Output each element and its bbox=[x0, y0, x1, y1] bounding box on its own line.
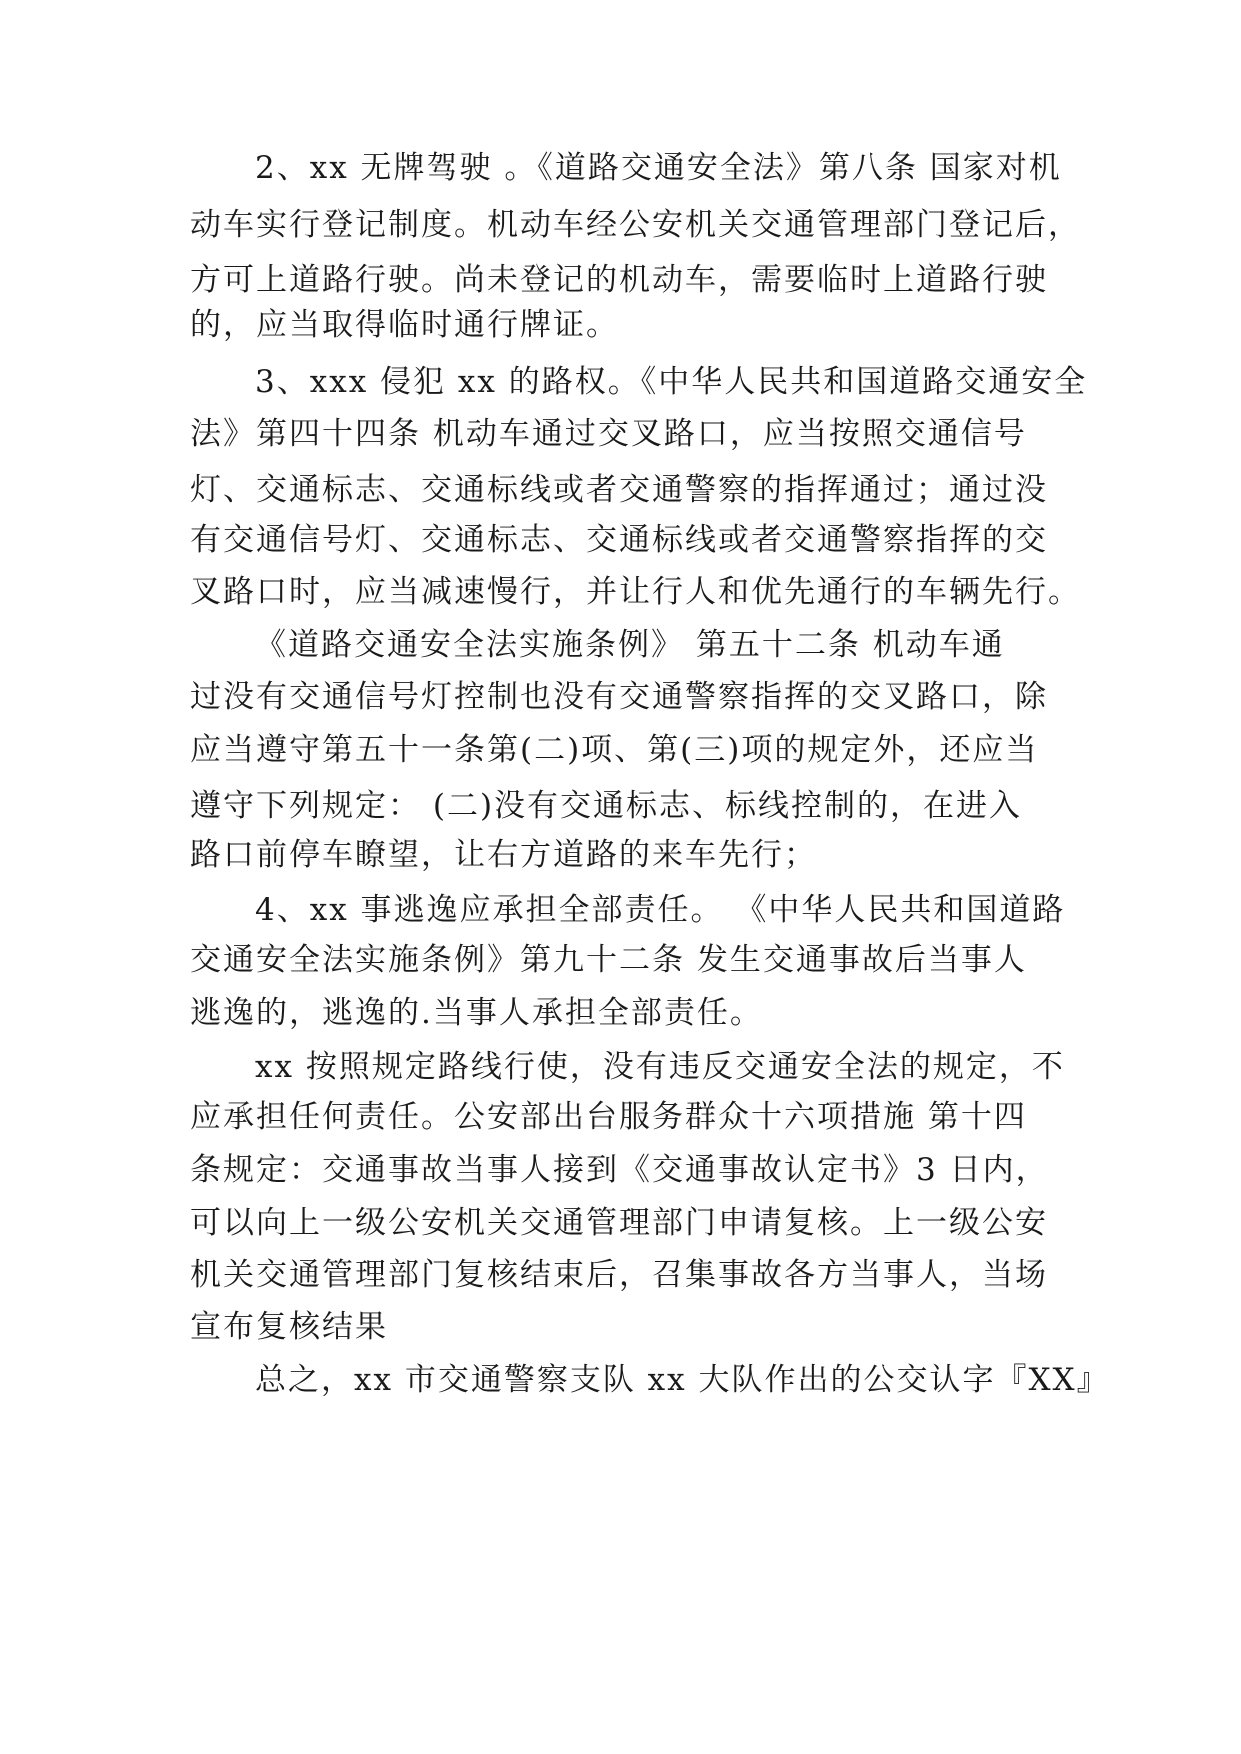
text-line: 的，应当取得临时通行牌证。 bbox=[190, 307, 619, 343]
text-line: 遵守下列规定： (二)没有交通标志、标线控制的，在进入 bbox=[190, 788, 1023, 824]
text-line: 可以向上一级公安机关交通管理部门申请复核。上一级公安 bbox=[190, 1205, 1048, 1241]
text-line: 总之，xx 市交通警察支队 xx 大队作出的公交认字『XX』 bbox=[255, 1362, 1110, 1398]
text-line: 动车实行登记制度。机动车经公安机关交通管理部门登记后， bbox=[190, 207, 1081, 243]
text-line: 条规定：交通事故当事人接到《交通事故认定书》3 日内， bbox=[190, 1152, 1049, 1188]
text-line: 4、xx 事逃逸应承担全部责任。 《中华人民共和国道路 bbox=[255, 892, 1066, 928]
text-line: 应承担任何责任。公安部出台服务群众十六项措施 第十四 bbox=[190, 1099, 1027, 1135]
text-line: 逃逸的，逃逸的.当事人承担全部责任。 bbox=[190, 995, 763, 1031]
text-line: 有交通信号灯、交通标志、交通标线或者交通警察指挥的交 bbox=[190, 522, 1048, 558]
text-line: 3、xxx 侵犯 xx 的路权。《中华人民共和国道路交通安全 bbox=[255, 364, 1088, 400]
text-line: 路口前停车瞭望，让右方道路的来车先行； bbox=[190, 837, 817, 873]
text-line: xx 按照规定路线行使，没有违反交通安全法的规定，不 bbox=[255, 1049, 1065, 1085]
text-line: 宣布复核结果 bbox=[190, 1309, 388, 1345]
text-line: 应当遵守第五十一条第(二)项、第(三)项的规定外，还应当 bbox=[190, 732, 1039, 768]
text-line: 过没有交通信号灯控制也没有交通警察指挥的交叉路口，除 bbox=[190, 679, 1048, 715]
text-line: 《道路交通安全法实施条例》 第五十二条 机动车通 bbox=[255, 627, 1005, 663]
text-line: 机关交通管理部门复核结束后，召集事故各方当事人，当场 bbox=[190, 1257, 1048, 1293]
text-line: 灯、交通标志、交通标线或者交通警察的指挥通过；通过没 bbox=[190, 472, 1048, 508]
text-line: 2、xx 无牌驾驶 。《道路交通安全法》第八条 国家对机 bbox=[255, 150, 1062, 186]
text-line: 法》第四十四条 机动车通过交叉路口，应当按照交通信号 bbox=[190, 416, 1027, 452]
text-line: 方可上道路行驶。尚未登记的机动车，需要临时上道路行驶 bbox=[190, 262, 1048, 298]
text-line: 交通安全法实施条例》第九十二条 发生交通事故后当事人 bbox=[190, 942, 1027, 978]
text-line: 叉路口时，应当减速慢行，并让行人和优先通行的车辆先行。 bbox=[190, 574, 1081, 610]
